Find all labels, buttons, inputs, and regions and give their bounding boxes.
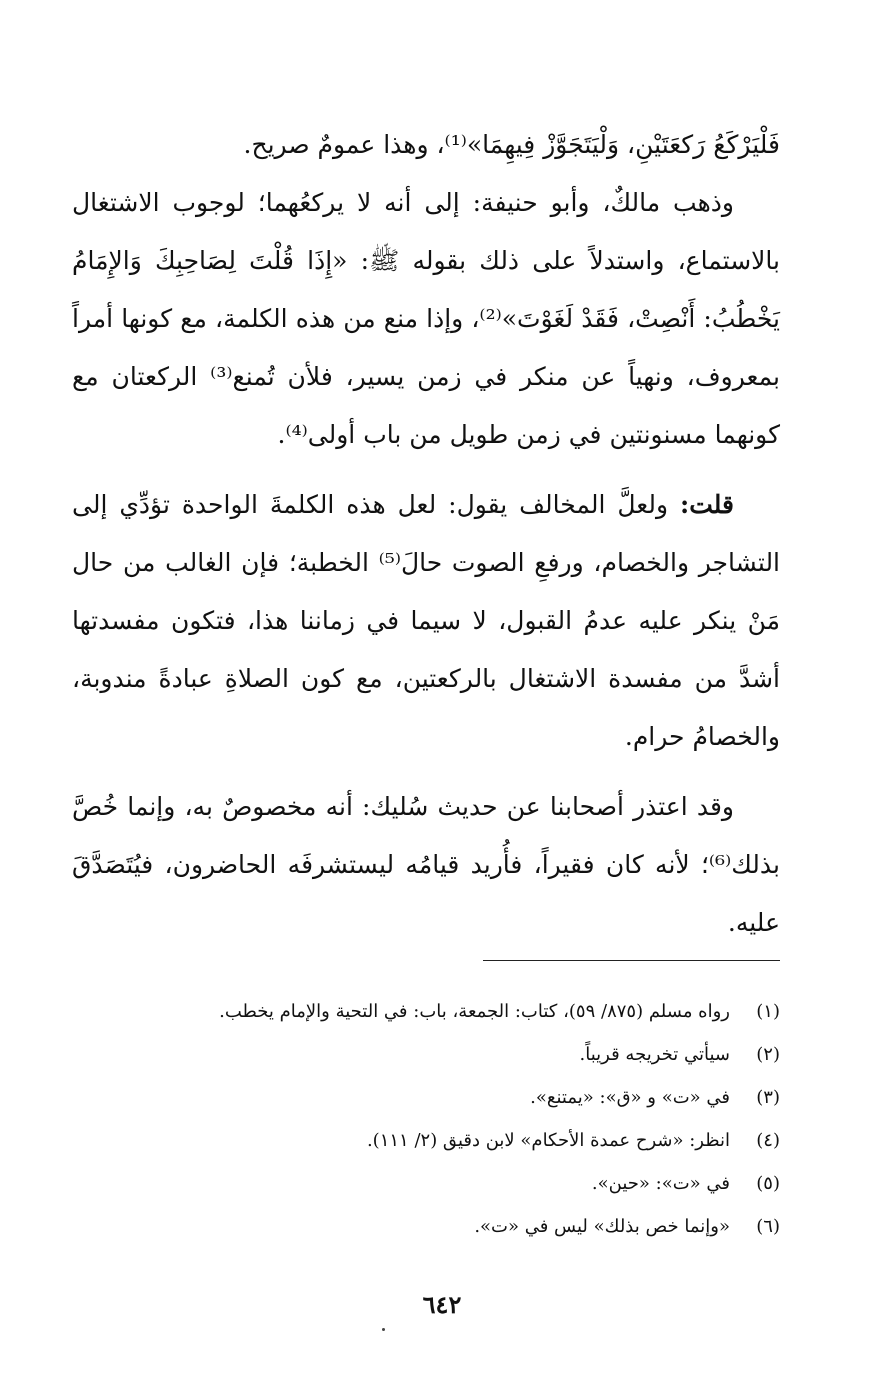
footnote-number: (٦) [756,1216,780,1237]
footnote-2 [72,1033,780,1076]
footnote-text: رواه مسلم (٨٧٥/ ٥٩)، كتاب: الجمعة، باب: في التحية والإمام يخطب. [219,1001,730,1022]
footnote-5 [72,1162,780,1205]
footnote-text: في «ت» و «ق»: «يمتنع». [530,1087,730,1108]
footnote-3 [72,1076,780,1119]
paragraph-3-lead: قلت: [679,490,734,519]
footnote-text: في «ت»: «حين». [591,1173,730,1194]
paragraph-3 [72,476,780,766]
footnotes-list [72,990,780,1248]
paragraph-1: فَلْيَرْكَعُ رَكعَتَيْنِ، وَلْيَتَجَوَّزْ فِيهِمَا»⁽¹⁾، وهذا عمومٌ صريح. [243,130,780,159]
footnote-number: (٢) [756,1044,780,1065]
print-dot [382,1328,385,1331]
footnote-number: (٣) [756,1087,780,1108]
footnote-number: (٤) [756,1130,780,1151]
footnote-4 [72,1119,780,1162]
footnote-number: (١) [756,1001,780,1022]
footnote-text: سيأتي تخريجه قريباً. [579,1044,730,1065]
main-text-block [72,116,780,952]
footnote-1 [72,990,780,1033]
paragraph-3-body: ولعلَّ المخالف يقول: لعل هذه الكلمةَ الواحدة تؤدِّي إلى التشاجر والخصام، ورفعِ الصوت حالَ⁽⁵⁾ الخطبة؛ فإن الغالب من حال مَنْ ينكر عليه عدمُ القبول، لا سيما في زماننا هذا، فتكون مفسدتها أشدَّ من مفسدة الاشتغال بالركعتين، مع كون الصلاةِ عبادةً مندوبة، والخصامُ حرام. [72,490,781,751]
paragraph-4: وقد اعتذر أصحابنا عن حديث سُليك: أنه مخصوصٌ به، وإنما خُصَّ بذلك⁽⁶⁾؛ لأنه كان فقيراً، فأُريد قيامُه ليستشرفَه الحاضرون، فيُتَصَدَّقَ عليه. [72,792,780,937]
footnote-text: انظر: «شرح عمدة الأحكام» لابن دقيق (٢/ ١١١). [366,1130,730,1151]
footnote-text: «وإنما خص بذلك» ليس في «ت». [474,1216,730,1237]
paragraph-2: وذهب مالكٌ، وأبو حنيفة: إلى أنه لا يركعُهما؛ لوجوب الاشتغال بالاستماع، واستدلاً على ذلك بقوله ﷺ: «إِذَا قُلْتَ لِصَاحِبِكَ وَالإِمَامُ يَخْطُبُ: أَنْصِتْ، فَقَدْ لَغَوْتَ»⁽²⁾، وإذا منع من هذه الكلمة، مع كونها أمراً بمعروف، ونهياً عن منكر في زمن يسير، فلأن تُمنع⁽³⁾ الركعتان مع كونهما مسنونتين في زمن طويل من باب أولى⁽⁴⁾. [72,188,780,449]
footnote-6 [72,1205,780,1248]
page-number: ٦٤٢ [422,1290,462,1319]
footnote-separator [483,960,780,961]
footnote-number: (٥) [756,1173,780,1194]
